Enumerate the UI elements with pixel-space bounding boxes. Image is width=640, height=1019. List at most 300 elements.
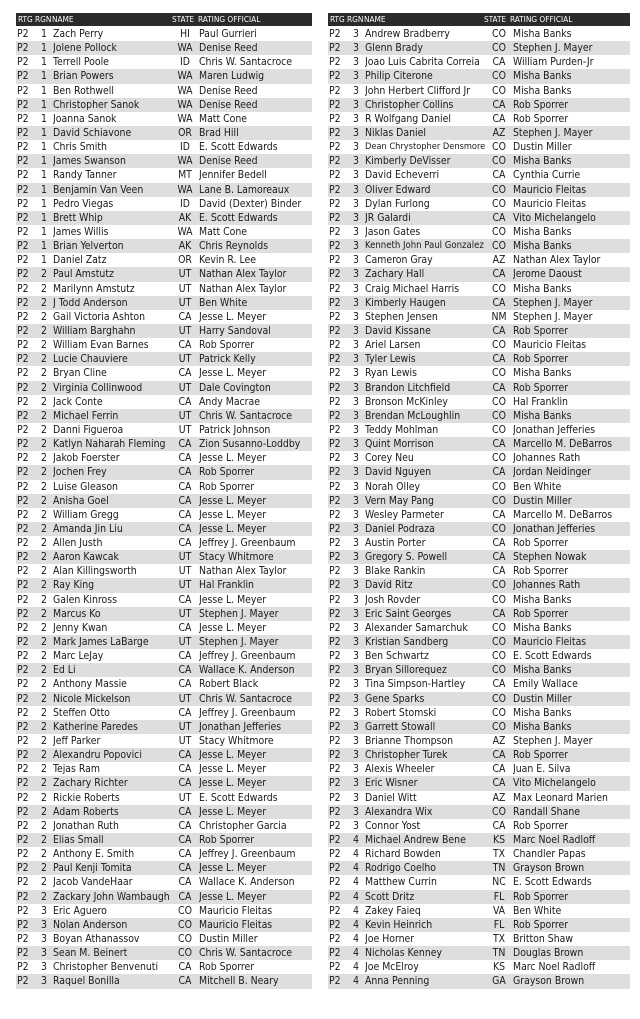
rating-official-cell: Christopher Garcia (199, 819, 287, 832)
table-row (16, 494, 312, 508)
state-cell: CO (492, 70, 506, 83)
rating-cell: P2 (17, 183, 29, 196)
region-cell: 3 (353, 805, 359, 818)
rating-official-cell: Stephen J. Mayer (513, 126, 593, 139)
region-cell: 1 (41, 98, 47, 111)
rating-cell: P2 (17, 862, 29, 875)
state-cell: FL (493, 890, 505, 903)
state-cell: CO (492, 593, 506, 606)
rating-cell: P2 (329, 70, 341, 83)
region-cell: 2 (41, 480, 47, 493)
state-cell: UT (178, 791, 192, 804)
table-row (328, 98, 630, 112)
state-cell: AK (178, 211, 192, 224)
rating-official-cell: Denise Reed (199, 42, 258, 55)
state-cell: CO (492, 650, 506, 663)
state-cell: WA (177, 183, 193, 196)
state-cell: CA (178, 706, 192, 719)
pilot-name-cell: Zakey Faieq (365, 904, 421, 917)
rating-cell: P2 (17, 706, 29, 719)
rating-official-cell: Mauricio Fleitas (199, 904, 273, 917)
header-rgn: RGN (35, 14, 52, 24)
pilot-name-cell: Ryan Lewis (365, 367, 417, 380)
pilot-name-cell: Rodrigo Coelho (365, 862, 436, 875)
state-cell: CO (492, 720, 506, 733)
rating-official-cell: Mauricio Fleitas (199, 918, 273, 931)
left-column-table (16, 13, 312, 989)
table-row (16, 904, 312, 918)
left-table-body (16, 27, 312, 989)
pilot-name-cell: Anna Penning (365, 975, 430, 988)
rating-official-cell: Misha Banks (513, 409, 572, 422)
table-row (328, 55, 630, 69)
rating-official-cell: Stacy Whitmore (199, 551, 274, 564)
table-row (328, 395, 630, 409)
rating-cell: P2 (329, 862, 341, 875)
rating-official-cell: Jonathan Jefferies (513, 522, 596, 535)
rating-cell: P2 (17, 254, 29, 267)
state-cell: HI (180, 28, 190, 40)
rating-cell: P2 (329, 763, 341, 776)
table-row (16, 140, 312, 154)
rating-cell: P2 (329, 339, 341, 352)
rating-official-cell: Kevin R. Lee (199, 254, 256, 267)
state-cell: WA (177, 84, 193, 97)
table-row (328, 522, 630, 536)
table-row (16, 296, 312, 310)
region-cell: 3 (41, 947, 47, 960)
rating-official-cell: Stephen J. Mayer (513, 735, 593, 748)
pilot-name-cell: Tyler Lewis (365, 353, 416, 366)
right-table-header (328, 13, 630, 26)
state-cell: AZ (492, 126, 506, 139)
rating-cell: P2 (17, 876, 29, 889)
rating-official-cell: Jerome Daoust (513, 268, 582, 281)
table-row (328, 791, 630, 805)
region-cell: 2 (41, 339, 47, 352)
table-row (328, 84, 630, 98)
rating-cell: P2 (17, 947, 29, 960)
region-cell: 3 (353, 126, 359, 139)
region-cell: 3 (353, 735, 359, 748)
pilot-name-cell: Paul Kenji Tomita (53, 862, 132, 875)
rating-official-cell: Mauricio Fleitas (513, 636, 587, 649)
table-row (328, 564, 630, 578)
region-cell: 2 (41, 452, 47, 465)
state-cell: AZ (492, 735, 506, 748)
region-cell: 3 (353, 749, 359, 762)
rating-official-cell: Chris W. Santacroce (199, 409, 293, 422)
rating-cell: P2 (17, 720, 29, 733)
state-cell: UT (178, 720, 192, 733)
rating-cell: P2 (329, 904, 341, 917)
region-cell: 3 (353, 310, 359, 323)
rating-official-cell: Misha Banks (513, 706, 572, 719)
table-row (328, 734, 630, 748)
state-cell: CO (492, 155, 506, 168)
table-row (328, 946, 630, 960)
region-cell: 2 (41, 890, 47, 903)
region-cell: 2 (41, 720, 47, 733)
rating-cell: P2 (17, 777, 29, 790)
state-cell: CA (492, 607, 506, 620)
rating-cell: P2 (329, 678, 341, 691)
table-row (16, 154, 312, 168)
table-row (328, 154, 630, 168)
state-cell: CA (178, 508, 192, 521)
rating-official-cell: Jesse L. Meyer (199, 452, 267, 465)
table-row (328, 296, 630, 310)
table-row (328, 847, 630, 861)
rating-official-cell: Jesse L. Meyer (199, 777, 267, 790)
pilot-name-cell: Ben Schwartz (365, 650, 429, 663)
table-row (16, 706, 312, 720)
region-cell: 2 (41, 282, 47, 295)
state-cell: CO (178, 947, 192, 960)
region-cell: 1 (41, 84, 47, 97)
header-rgn: RGN (347, 14, 364, 24)
pilot-name-cell: Brandon Litchfield (365, 381, 451, 394)
state-cell: CA (492, 551, 506, 564)
rating-official-cell: Chris W. Santacroce (199, 692, 293, 705)
region-cell: 2 (41, 324, 47, 337)
rating-official-cell: Ben White (513, 480, 562, 493)
rating-official-cell: Ben White (513, 904, 562, 917)
region-cell: 2 (41, 565, 47, 578)
state-cell: CO (492, 282, 506, 295)
pilot-name-cell: Tina Simpson-Hartley (365, 678, 466, 691)
state-cell: TX (492, 848, 506, 861)
region-cell: 4 (353, 933, 359, 945)
rating-official-cell: Andy Macrae (199, 395, 261, 408)
rating-cell: P2 (17, 84, 29, 97)
rating-official-cell: Harry Sandoval (199, 324, 271, 337)
region-cell: 4 (353, 918, 359, 931)
state-cell: CA (178, 522, 192, 535)
region-cell: 1 (41, 56, 47, 69)
rating-official-cell: Misha Banks (513, 70, 572, 83)
state-cell: UT (178, 381, 192, 394)
state-cell: CA (178, 593, 192, 606)
rating-cell: P2 (329, 169, 341, 182)
table-row (328, 338, 630, 352)
pilot-name-cell: Pedro Viegas (53, 197, 114, 210)
table-row (16, 112, 312, 126)
pilot-name-cell: Jonathan Ruth (53, 819, 119, 832)
table-row (328, 593, 630, 607)
table-row (328, 211, 630, 225)
state-cell: CO (492, 636, 506, 649)
rating-official-cell: Nathan Alex Taylor (199, 282, 287, 295)
region-cell: 3 (353, 339, 359, 352)
region-cell: 2 (41, 706, 47, 719)
pilot-name-cell: Adam Roberts (53, 805, 119, 818)
state-cell: KS (492, 961, 506, 974)
pilot-name-cell: Josh Rovder (365, 593, 421, 606)
rating-cell: P2 (17, 169, 29, 182)
region-cell: 3 (353, 155, 359, 168)
rating-official-cell: Zion Susanno-Loddby (199, 438, 301, 451)
region-cell: 4 (353, 904, 359, 917)
state-cell: CA (492, 537, 506, 550)
table-row (16, 465, 312, 479)
pilot-name-cell: Robert Stomski (365, 706, 437, 719)
pilot-name-cell: Brian Yelverton (53, 240, 124, 253)
pilot-name-cell: James Willis (53, 225, 109, 238)
table-row (16, 649, 312, 663)
pilot-name-cell: Michael Andrew Bene (365, 834, 466, 847)
table-row (328, 607, 630, 621)
pilot-name-cell: Scott Dritz (365, 890, 415, 903)
region-cell: 2 (41, 593, 47, 606)
table-row (328, 805, 630, 819)
pilot-name-cell: Benjamin Van Veen (53, 183, 144, 196)
pilot-name-cell: Niklas Daniel (365, 126, 426, 139)
pilot-name-cell: Mark James LaBarge (53, 636, 149, 649)
table-row (16, 84, 312, 98)
table-row (328, 578, 630, 592)
state-cell: CA (178, 961, 192, 974)
region-cell: 3 (353, 791, 359, 804)
table-row (16, 875, 312, 889)
pilot-name-cell: Joanna Sanok (53, 112, 117, 125)
region-cell: 4 (353, 890, 359, 903)
rating-official-cell: Rob Sporrer (513, 98, 569, 111)
region-cell: 3 (353, 409, 359, 422)
state-cell: CO (492, 664, 506, 677)
pilot-name-cell: Craig Michael Harris (365, 282, 460, 295)
table-row (328, 550, 630, 564)
pilot-name-cell: J Todd Anderson (53, 296, 128, 309)
table-row (328, 126, 630, 140)
pilot-name-cell: Nicholas Kenney (365, 947, 443, 960)
rating-cell: P2 (17, 522, 29, 535)
rating-cell: P2 (17, 452, 29, 465)
region-cell: 2 (41, 353, 47, 366)
table-row (16, 451, 312, 465)
region-cell: 2 (41, 636, 47, 649)
state-cell: CA (492, 819, 506, 832)
region-cell: 2 (41, 763, 47, 776)
state-cell: WA (177, 70, 193, 83)
pilot-name-cell: Sean M. Beinert (53, 947, 128, 960)
rating-cell: P2 (329, 197, 341, 210)
rating-cell: P2 (329, 621, 341, 634)
pilot-name-cell: Brendan McLoughlin (365, 409, 461, 422)
state-cell: CA (492, 438, 506, 451)
left-table-header (16, 13, 312, 26)
rating-cell: P2 (329, 579, 341, 592)
table-row (16, 352, 312, 366)
rating-cell: P2 (329, 735, 341, 748)
table-row (16, 974, 312, 988)
pilot-name-cell: Zachary Hall (365, 268, 425, 281)
rating-cell: P2 (17, 819, 29, 832)
region-cell: 3 (353, 353, 359, 366)
table-row (328, 706, 630, 720)
region-cell: 1 (41, 141, 47, 154)
state-cell: UT (178, 268, 192, 281)
region-cell: 2 (41, 395, 47, 408)
state-cell: AK (178, 240, 192, 253)
rating-official-cell: Hal Franklin (513, 395, 568, 408)
state-cell: TX (492, 933, 506, 945)
rating-cell: P2 (329, 28, 341, 40)
rating-cell: P2 (329, 42, 341, 55)
state-cell: CA (492, 565, 506, 578)
rating-cell: P2 (329, 240, 341, 253)
pilot-name-cell: David Echeverri (365, 169, 440, 182)
rating-cell: P2 (17, 381, 29, 394)
table-row (328, 366, 630, 380)
pilot-name-cell: Jochen Frey (53, 466, 107, 479)
rating-cell: P2 (329, 98, 341, 111)
region-cell: 3 (353, 197, 359, 210)
rating-cell: P2 (17, 395, 29, 408)
rating-official-cell: Rob Sporrer (513, 565, 569, 578)
state-cell: CA (492, 749, 506, 762)
region-cell: 4 (353, 961, 359, 974)
rating-cell: P2 (17, 551, 29, 564)
region-cell: 2 (41, 438, 47, 451)
rating-cell: P2 (329, 310, 341, 323)
pilot-name-cell: Tejas Ram (53, 763, 100, 776)
state-cell: CO (492, 409, 506, 422)
rating-official-cell: Misha Banks (513, 664, 572, 677)
state-cell: UT (178, 282, 192, 295)
region-cell: 3 (353, 141, 359, 154)
rating-cell: P2 (329, 211, 341, 224)
pilot-name-cell: Kevin Heinrich (365, 918, 433, 931)
table-row (328, 183, 630, 197)
table-row (16, 508, 312, 522)
rating-official-cell: E. Scott Edwards (199, 791, 278, 804)
region-cell: 3 (41, 961, 47, 974)
table-row (16, 776, 312, 790)
rating-cell: P2 (329, 112, 341, 125)
region-cell: 1 (41, 211, 47, 224)
table-row (328, 465, 630, 479)
pilot-name-cell: Alexis Wheeler (365, 763, 435, 776)
rating-official-cell: Dustin Miller (199, 933, 258, 945)
rating-cell: P2 (329, 664, 341, 677)
state-cell: CA (492, 211, 506, 224)
pilot-name-cell: Boyan Athanassov (53, 933, 140, 945)
pilot-name-cell: William Gregg (53, 508, 119, 521)
rating-cell: P2 (329, 848, 341, 861)
rating-cell: P2 (329, 706, 341, 719)
table-row (328, 875, 630, 889)
table-row (16, 338, 312, 352)
rating-official-cell: Stephen J. Mayer (513, 310, 593, 323)
state-cell: UT (178, 296, 192, 309)
state-cell: CA (178, 678, 192, 691)
table-row (16, 168, 312, 182)
region-cell: 4 (353, 848, 359, 861)
table-row (328, 451, 630, 465)
region-cell: 2 (41, 621, 47, 634)
state-cell: CA (492, 508, 506, 521)
table-row (16, 805, 312, 819)
table-row (16, 734, 312, 748)
rating-cell: P2 (17, 791, 29, 804)
state-cell: CO (492, 692, 506, 705)
pilot-name-cell: William Evan Barnes (53, 339, 149, 352)
rating-official-cell: Douglas Brown (513, 947, 584, 960)
rating-official-cell: Marc Noel Radloff (513, 834, 596, 847)
table-row (16, 480, 312, 494)
rating-cell: P2 (17, 678, 29, 691)
state-cell: CA (178, 480, 192, 493)
rating-cell: P2 (17, 438, 29, 451)
region-cell: 4 (353, 975, 359, 988)
table-row (16, 960, 312, 974)
pilot-name-cell: Jason Gates (365, 225, 421, 238)
rating-cell: P2 (329, 494, 341, 507)
pilot-name-cell: Daniel Witt (365, 791, 417, 804)
state-cell: CA (178, 848, 192, 861)
rating-cell: P2 (329, 720, 341, 733)
rating-official-cell: Rob Sporrer (513, 749, 569, 762)
region-cell: 3 (41, 904, 47, 917)
table-row (328, 974, 630, 988)
region-cell: 3 (353, 777, 359, 790)
pilot-name-cell: Dylan Furlong (365, 197, 430, 210)
region-cell: 2 (41, 494, 47, 507)
pilot-name-cell: Ben Rothwell (53, 84, 114, 97)
rating-official-cell: Johannes Rath (513, 579, 581, 592)
state-cell: CO (492, 240, 506, 253)
table-row (328, 197, 630, 211)
pilot-name-cell: Kimberly DeVisser (365, 155, 451, 168)
rating-official-cell: Jesse L. Meyer (199, 749, 267, 762)
pilot-name-cell: Michael Ferrin (53, 409, 119, 422)
rating-cell: P2 (329, 183, 341, 196)
rating-official-cell: Rob Sporrer (513, 819, 569, 832)
rating-cell: P2 (329, 961, 341, 974)
region-cell: 1 (41, 28, 47, 40)
rating-official-cell: Vito Michelangelo (513, 211, 596, 224)
state-cell: UT (178, 692, 192, 705)
state-cell: CA (492, 296, 506, 309)
pilot-name-cell: Bronson McKinley (365, 395, 448, 408)
table-row (328, 282, 630, 296)
state-cell: CA (178, 805, 192, 818)
table-row (328, 352, 630, 366)
table-row (328, 762, 630, 776)
rating-cell: P2 (17, 834, 29, 847)
rating-official-cell: Jonathan Jefferies (513, 423, 596, 436)
rating-cell: P2 (329, 155, 341, 168)
rating-official-cell: Cynthia Currie (513, 169, 581, 182)
table-row (16, 564, 312, 578)
rating-official-cell: Nathan Alex Taylor (199, 565, 287, 578)
rating-official-cell: Wallace K. Anderson (199, 876, 295, 889)
rating-cell: P2 (17, 593, 29, 606)
pilot-name-cell: Marc LeJay (53, 650, 104, 663)
rating-official-cell: Denise Reed (199, 84, 258, 97)
pilot-name-cell: Randy Tanner (53, 169, 117, 182)
region-cell: 1 (41, 112, 47, 125)
table-row (16, 593, 312, 607)
table-row (328, 904, 630, 918)
region-cell: 3 (353, 720, 359, 733)
region-cell: 2 (41, 607, 47, 620)
table-row (16, 183, 312, 197)
state-cell: GA (492, 975, 506, 988)
pilot-name-cell: Ariel Larsen (365, 339, 421, 352)
pilot-name-cell: Zach Perry (53, 28, 104, 40)
